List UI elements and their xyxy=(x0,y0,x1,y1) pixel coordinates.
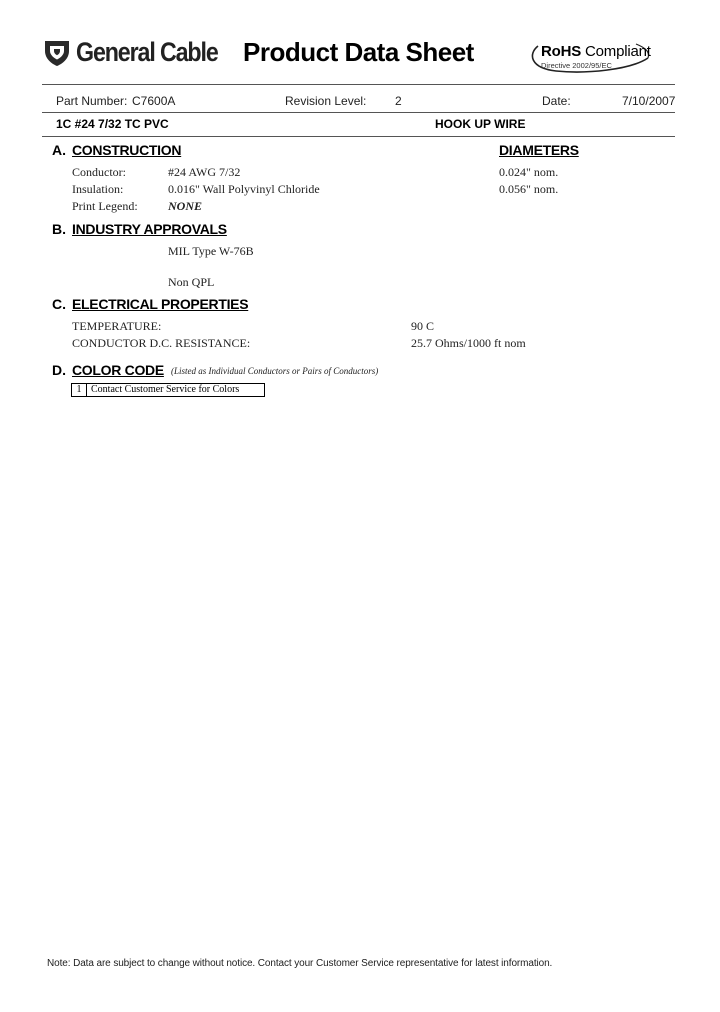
section-c-letter: C. xyxy=(52,296,66,312)
section-b-title: INDUSTRY APPROVALS xyxy=(72,221,227,237)
conductor-diameter: 0.024" nom. xyxy=(499,165,559,179)
color-code-description: Contact Customer Service for Colors xyxy=(91,384,240,395)
conductor-label: Conductor: xyxy=(72,165,126,179)
resistance-value: 25.7 Ohms/1000 ft nom xyxy=(411,336,526,350)
rohs-badge xyxy=(526,40,654,76)
header-divider-mid xyxy=(42,112,675,113)
print-legend-label: Print Legend: xyxy=(72,199,138,213)
insulation-diameter: 0.056" nom. xyxy=(499,182,559,196)
approval-item: Non QPL xyxy=(168,275,215,289)
date-label: Date: xyxy=(542,94,571,108)
temperature-value: 90 C xyxy=(411,319,435,333)
section-a-title: CONSTRUCTION xyxy=(72,142,182,158)
company-logo-icon xyxy=(42,37,72,67)
section-d-title: COLOR CODE xyxy=(72,362,164,378)
resistance-label: CONDUCTOR D.C. RESISTANCE: xyxy=(72,336,251,350)
diameters-title: DIAMETERS xyxy=(499,142,579,158)
company-name: General Cable xyxy=(76,36,218,67)
section-d-letter: D. xyxy=(52,362,66,378)
section-c-title: ELECTRICAL PROPERTIES xyxy=(72,296,249,312)
product-spec: 1C #24 7/32 TC PVC xyxy=(56,117,169,131)
approval-item: MIL Type W-76B xyxy=(168,244,254,258)
print-legend-value: NONE xyxy=(168,199,203,213)
color-code-table xyxy=(71,383,265,397)
color-code-number: 1 xyxy=(72,384,87,396)
section-b-letter: B. xyxy=(52,221,66,237)
footer-note: Note: Data are subject to change without notice. Contact your Customer Service representative for latest information. xyxy=(47,958,553,969)
revision-level-label: Revision Level: xyxy=(285,94,367,108)
temperature-label: TEMPERATURE: xyxy=(72,319,162,333)
document-title: Product Data Sheet xyxy=(243,37,474,67)
rohs-title: RoHS Compliant xyxy=(541,43,651,60)
part-number-value: C7600A xyxy=(132,94,176,108)
rohs-directive: Directive 2002/95/EC xyxy=(541,61,612,70)
header-divider-top xyxy=(42,84,675,85)
conductor-value: #24 AWG 7/32 xyxy=(168,165,241,179)
revision-level-value: 2 xyxy=(395,94,402,108)
insulation-value: 0.016" Wall Polyvinyl Chloride xyxy=(168,182,320,196)
header-divider-bottom xyxy=(42,136,675,137)
part-number-label: Part Number: xyxy=(56,94,128,108)
company-logo xyxy=(42,34,241,70)
date-value: 7/10/2007 xyxy=(622,94,676,108)
product-type: HOOK UP WIRE xyxy=(435,117,526,131)
section-a-letter: A. xyxy=(52,142,66,158)
insulation-label: Insulation: xyxy=(72,182,124,196)
color-code-note: (Listed as Individual Conductors or Pairs of Conductors) xyxy=(171,366,379,376)
